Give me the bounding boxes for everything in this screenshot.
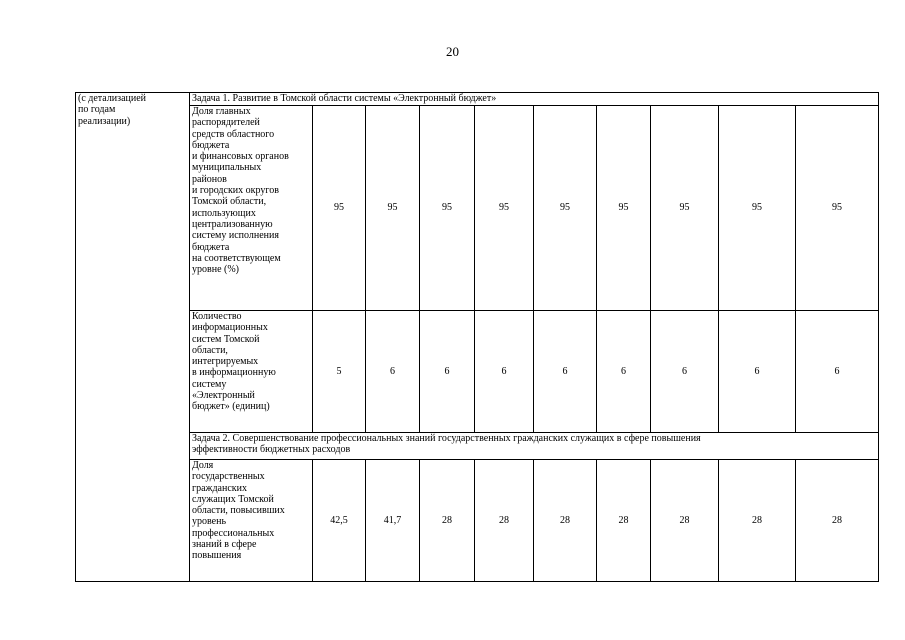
- table-row: [76, 460, 879, 582]
- indicator-label: [190, 311, 313, 433]
- value-cell: 95: [420, 106, 475, 311]
- value-cell: 42,5: [313, 460, 366, 582]
- table-row: [76, 106, 879, 311]
- indicator-label-text: Доля государственных гражданских служащих Томской области, повысивших уровень профессиональных знаний в сфере повышения: [192, 460, 285, 562]
- value-cell: 28: [796, 460, 879, 582]
- value-cell: 41,7: [366, 460, 420, 582]
- value-cell: 6: [597, 311, 651, 433]
- value-cell: 28: [651, 460, 719, 582]
- value-cell: 6: [651, 311, 719, 433]
- value-cell: 6: [796, 311, 879, 433]
- period-detail-text: (с детализацией по годам реализации): [78, 93, 147, 127]
- indicator-label-text: Доля главных распорядителей средств областного бюджета и финансовых органов муниципальных районов и городских округов Томской области, использующих централизованную систему исполнения бюджета на соответствующем уровне (%): [192, 106, 289, 276]
- value-cell: 6: [366, 311, 420, 433]
- value-cell: 6: [475, 311, 534, 433]
- value-cell: 28: [597, 460, 651, 582]
- indicator-label-text: Количество информационных систем Томской области, интегрируемых в информационную систему «Электронный бюджет» (единиц): [192, 311, 276, 413]
- period-detail-cell: [76, 93, 190, 582]
- value-cell: 28: [534, 460, 597, 582]
- table-row: [76, 311, 879, 433]
- value-cell: 95: [651, 106, 719, 311]
- value-cell: 95: [719, 106, 796, 311]
- value-cell: 95: [796, 106, 879, 311]
- task2-title: [190, 433, 879, 460]
- task2-title-text: Задача 2. Совершенствование профессиональных знаний государственных гражданских служащих в сфере повышения эффективности бюджетных расходов: [192, 433, 701, 456]
- task1-header-row: [76, 93, 879, 106]
- value-cell: 95: [597, 106, 651, 311]
- value-cell: 28: [719, 460, 796, 582]
- value-cell: 6: [719, 311, 796, 433]
- page-number: 20: [446, 44, 459, 59]
- value-cell: 95: [534, 106, 597, 311]
- value-cell: 95: [313, 106, 366, 311]
- task1-title: Задача 1. Развитие в Томской области системы «Электронный бюджет»: [190, 93, 879, 106]
- indicator-label: [190, 460, 313, 582]
- value-cell: 28: [475, 460, 534, 582]
- value-cell: 6: [420, 311, 475, 433]
- value-cell: 28: [420, 460, 475, 582]
- task2-header-row: [76, 433, 879, 460]
- value-cell: 95: [366, 106, 420, 311]
- indicator-label: [190, 106, 313, 311]
- value-cell: 6: [534, 311, 597, 433]
- value-cell: 95: [475, 106, 534, 311]
- value-cell: 5: [313, 311, 366, 433]
- indicators-table: [75, 92, 879, 582]
